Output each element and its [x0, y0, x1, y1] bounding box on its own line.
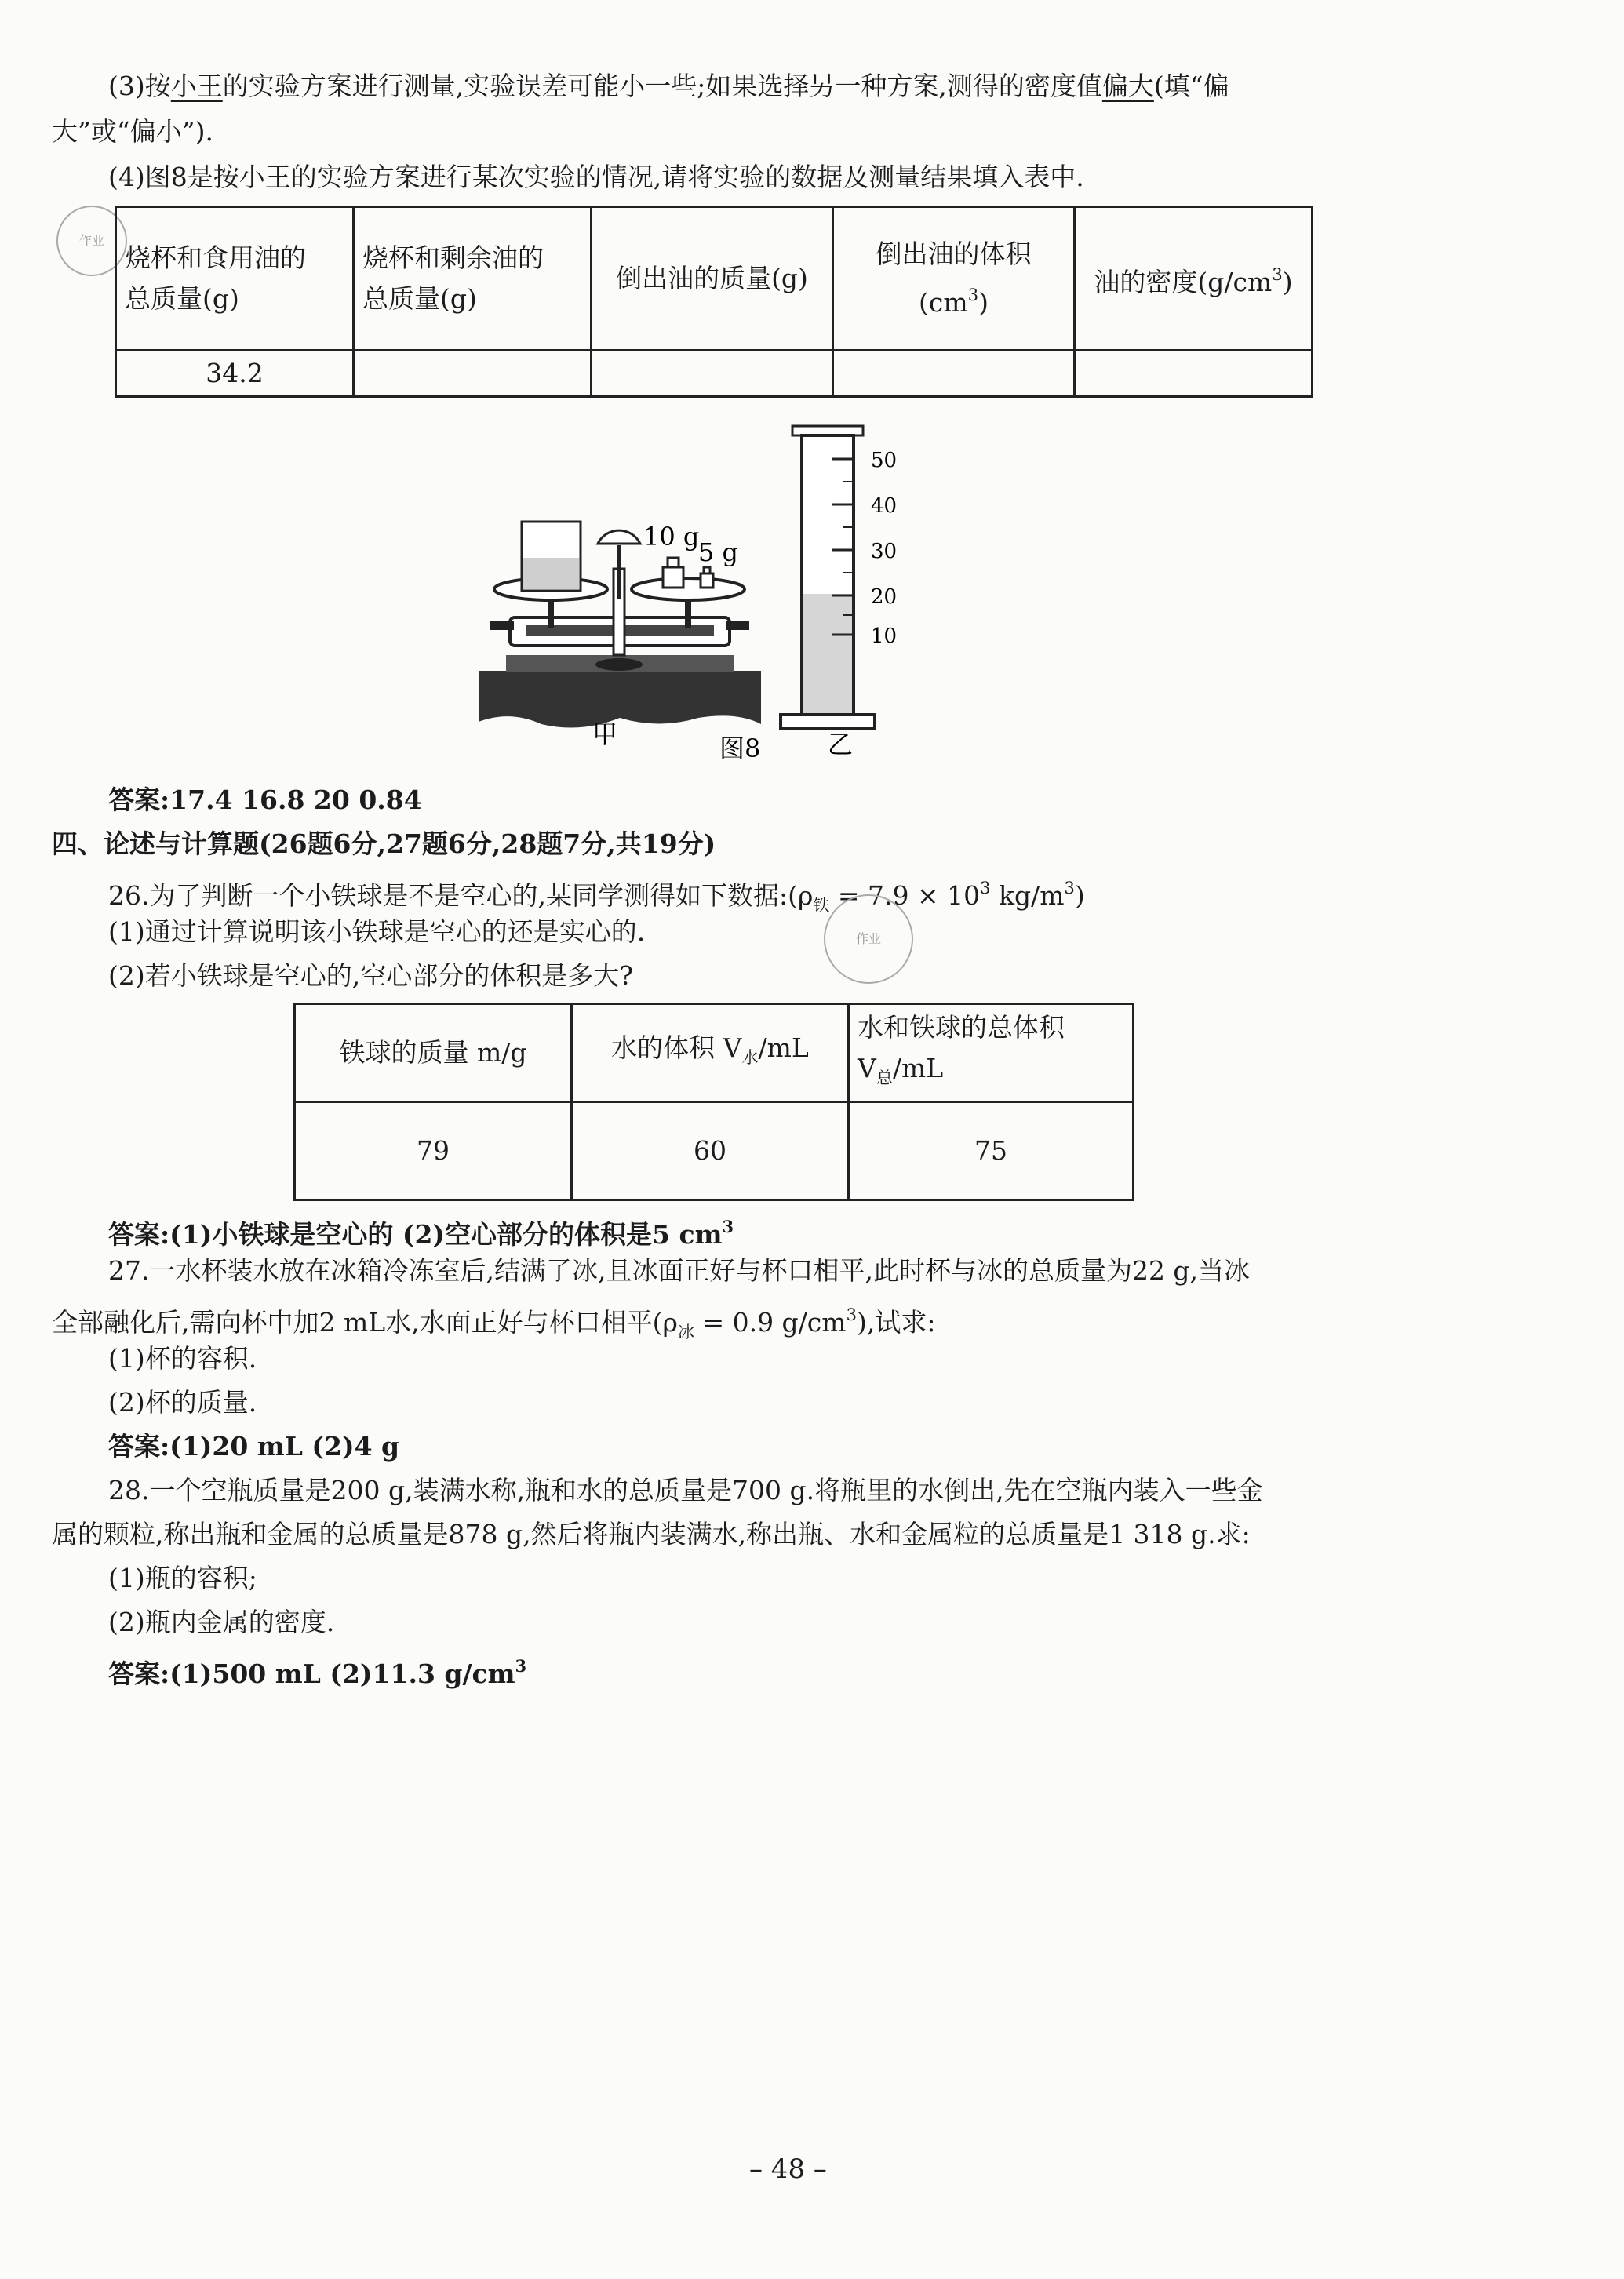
q28-line2: 属的颗粒,称出瓶和金属的总质量是878 g,然后将瓶内装满水,称出瓶、水和金属粒的总质量是1 318 g.求: [52, 1519, 1251, 1549]
q25-part4: (4)图8是按小王的实验方案进行某次实验的情况,请将实验的数据及测量结果填入表中. [108, 162, 1084, 192]
q25-part3-prefix: (3)按 [108, 71, 171, 101]
scale-tick-label: 10 [871, 624, 898, 648]
table-header-cell: 倒出油的质量(g) [592, 207, 833, 351]
table-row [295, 1004, 1134, 1102]
figure-label-jia: 甲 [592, 719, 618, 749]
q25-part3-line1 [108, 69, 1229, 104]
q25-answer: 答案:17.4 16.8 20 0.84 [108, 785, 422, 815]
table-row [116, 207, 1313, 351]
q28-part1: (1)瓶的容积; [108, 1563, 257, 1593]
scale-tick-label: 50 [871, 449, 898, 472]
table-cell: 60 [572, 1102, 849, 1200]
q25-part3-line2: 大”或“偏小”). [52, 116, 213, 147]
table-header-cell: 水的体积 $V_水/mL$ [572, 1004, 849, 1102]
table-cell [1075, 351, 1313, 397]
q26-part1: (1)通过计算说明该小铁球是空心的还是实心的. [108, 916, 646, 947]
page-number: – 48 – [749, 2153, 827, 2185]
q28-line1: 28.一个空瓶质量是200 g,装满水称,瓶和水的总质量是700 g.将瓶里的水倒出,先在空瓶内装入一些金 [108, 1475, 1263, 1505]
q28-answer: 答案:(1)500 mL (2)11.3 $g/cm^3$ [108, 1656, 527, 1689]
table-row [295, 1102, 1134, 1200]
figure-8-balance-and-cylinder [463, 420, 934, 765]
weight-label-5g: 5 g [698, 537, 739, 567]
weight-label-10g: 10 g [643, 522, 700, 552]
q26-stem: 26.为了判断一个小铁球是不是空心的,某同学测得如下数据$:(\rho_铁 = 7.9 \times 10^3$ $kg/m^3$) [108, 879, 1085, 915]
table-header-cell: 烧杯和剩余油的 总质量(g) [354, 207, 592, 351]
graduated-cylinder [781, 426, 875, 729]
q26-part2: (2)若小铁球是空心的,空心部分的体积是多大? [108, 960, 633, 991]
q27-line2: 全部融化后,需向杯中加2 mL水,水面正好与杯口相平($\rho_冰 = 0.9$ $g/cm^3$),试求: [52, 1305, 936, 1342]
table-header-cell: 油的密度$(g/cm^3)$ [1075, 207, 1313, 351]
q27-answer: 答案:(1)20 mL (2)4 g [108, 1431, 400, 1462]
q28-part2: (2)瓶内金属的密度. [108, 1607, 335, 1637]
q25-data-table [115, 206, 1313, 398]
homework-stamp-2: 作业 [824, 894, 913, 984]
figure-caption: 图8 [719, 734, 761, 763]
table-header-cell: 水和铁球的总体积 $V_总/mL$ [849, 1004, 1134, 1102]
table-cell [592, 351, 833, 397]
q27-line1: 27.一水杯装水放在冰箱冷冻室后,结满了冰,且冰面正好与杯口相平,此时杯与冰的总质量为22 g,当冰 [108, 1255, 1251, 1286]
q26-data-table [293, 1003, 1134, 1201]
table-cell: 75 [849, 1102, 1134, 1200]
table-row [116, 351, 1313, 397]
table-cell [833, 351, 1075, 397]
table-cell: 34.2 [116, 351, 354, 397]
scale-tick-label: 20 [871, 585, 898, 609]
figure-label-yi: 乙 [828, 730, 854, 759]
section-4-title: 四、论述与计算题(26题6分,27题6分,28题7分,共19分) [52, 828, 716, 859]
q25-part3-mid: 的实验方案进行测量,实验误差可能小一些;如果选择另一种方案,测得的密度值 [222, 71, 1102, 101]
q27-part1: (1)杯的容积. [108, 1343, 257, 1374]
scale-tick-label: 40 [871, 494, 898, 518]
q27-part2: (2)杯的质量. [108, 1387, 257, 1418]
q25-part3-fill1: 小王 [170, 71, 223, 101]
table-cell [354, 351, 592, 397]
table-header-cell: 烧杯和食用油的 总质量(g) [116, 207, 354, 351]
q26-answer: 答案:(1)小铁球是空心的 (2)空心部分的体积是5 $cm^3$ [108, 1217, 734, 1250]
table-header-cell: 倒出油的体积$(cm^3)$ [833, 207, 1075, 351]
q25-part3-suffix: (填“偏 [1153, 71, 1229, 101]
homework-stamp-1: 作业 [56, 206, 127, 276]
table-header-cell: 铁球的质量 m/g [295, 1004, 572, 1102]
q25-part3-fill2: 偏大 [1101, 71, 1154, 101]
table-cell: 79 [295, 1102, 572, 1200]
scale-tick-label: 30 [871, 540, 898, 563]
